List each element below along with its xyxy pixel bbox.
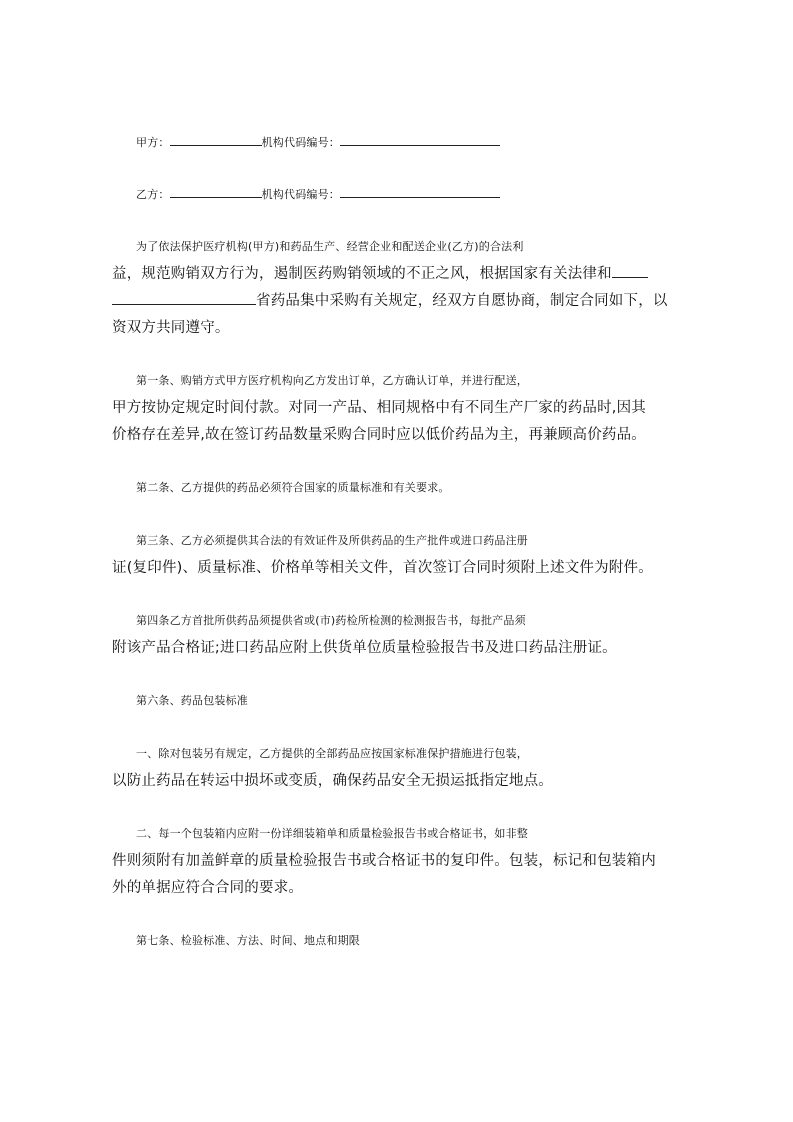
intro-line-1: 为了依法保护医疗机构(甲方)和药品生产、经营企业和配送企业(乙方)的合法利 xyxy=(136,240,524,253)
article-1-line-3: 价格存在差异,故在签订药品数量采购合同时应以低价药品为主，再兼顾高价药品。 xyxy=(112,427,647,443)
article-4-line-1: 第四条乙方首批所供药品须提供省或(市)药检所检测的检测报告书，每批产品须 xyxy=(136,614,526,627)
party-a-label: 甲方： xyxy=(136,136,170,149)
intro-line-2-text: 益，规范购销双方行为，遏制医药购销领域的不正之风，根据国家有关法律和 xyxy=(112,266,612,282)
article-4-line-2: 附该产品合格证;进口药品应附上供货单位质量检验报告书及进口药品注册证。 xyxy=(112,640,617,656)
party-b-code-label: 机构代码编号： xyxy=(261,188,341,201)
party-b-label: 乙方： xyxy=(136,188,170,201)
party-b-code-blank xyxy=(340,183,500,198)
article-7-title: 第七条、检验标准、方法、时间、地点和期限 xyxy=(136,934,360,947)
party-a-line xyxy=(112,131,730,154)
intro-line-4: 资双方共同遵守。 xyxy=(112,320,230,336)
article-6-item-1-line-2: 以防止药品在转运中损坏或变质，确保药品安全无损运抵指定地点。 xyxy=(112,773,553,789)
article-6-item-2-line-1: 二、每一个包装箱内应附一份详细装箱单和质量检验报告书或合格证书，如非整 xyxy=(136,827,528,840)
intro-line-3 xyxy=(112,290,706,312)
article-6-item-2-line-3: 外的单据应符合合同的要求。 xyxy=(112,880,304,896)
article-6-item-2-line-2: 件则须附有加盖鲜章的质量检验报告书或合格证书的复印件。包装，标记和包装箱内 xyxy=(112,853,656,869)
intro-line-2 xyxy=(112,263,706,285)
article-6-title: 第六条、药品包装标准 xyxy=(136,694,248,707)
article-3-line-2: 证(复印件)、质量标准、价格单等相关文件，首次签订合同时须附上述文件为附件。 xyxy=(112,560,653,576)
party-a-code-label: 机构代码编号： xyxy=(261,136,341,149)
article-3-line-1: 第三条、乙方必须提供其合法的有效证件及所供药品的生产批件或进口药品注册 xyxy=(136,534,528,547)
article-2-line-1: 第二条、乙方提供的药品必须符合国家的质量标准和有关要求。 xyxy=(136,481,450,494)
party-a-name-blank xyxy=(170,131,262,146)
party-b-line xyxy=(112,183,730,206)
province-blank xyxy=(112,290,256,305)
party-a-code-blank xyxy=(340,131,500,146)
intro-line-3-text: 省药品集中采购有关规定，经双方自愿协商，制定合同如下，以 xyxy=(256,293,668,309)
article-1-line-2: 甲方按协定规定时间付款。对同一产品、相同规格中有不同生产厂家的药品时,因其 xyxy=(112,400,647,416)
article-1-line-1: 第一条、购销方式甲方医疗机构向乙方发出订单，乙方确认订单，并进行配送， xyxy=(136,374,528,387)
party-b-name-blank xyxy=(170,183,262,198)
article-6-item-1-line-1: 一、除对包装另有规定，乙方提供的全部药品应按国家标准保护措施进行包装， xyxy=(136,747,528,760)
law-blank xyxy=(612,263,648,278)
